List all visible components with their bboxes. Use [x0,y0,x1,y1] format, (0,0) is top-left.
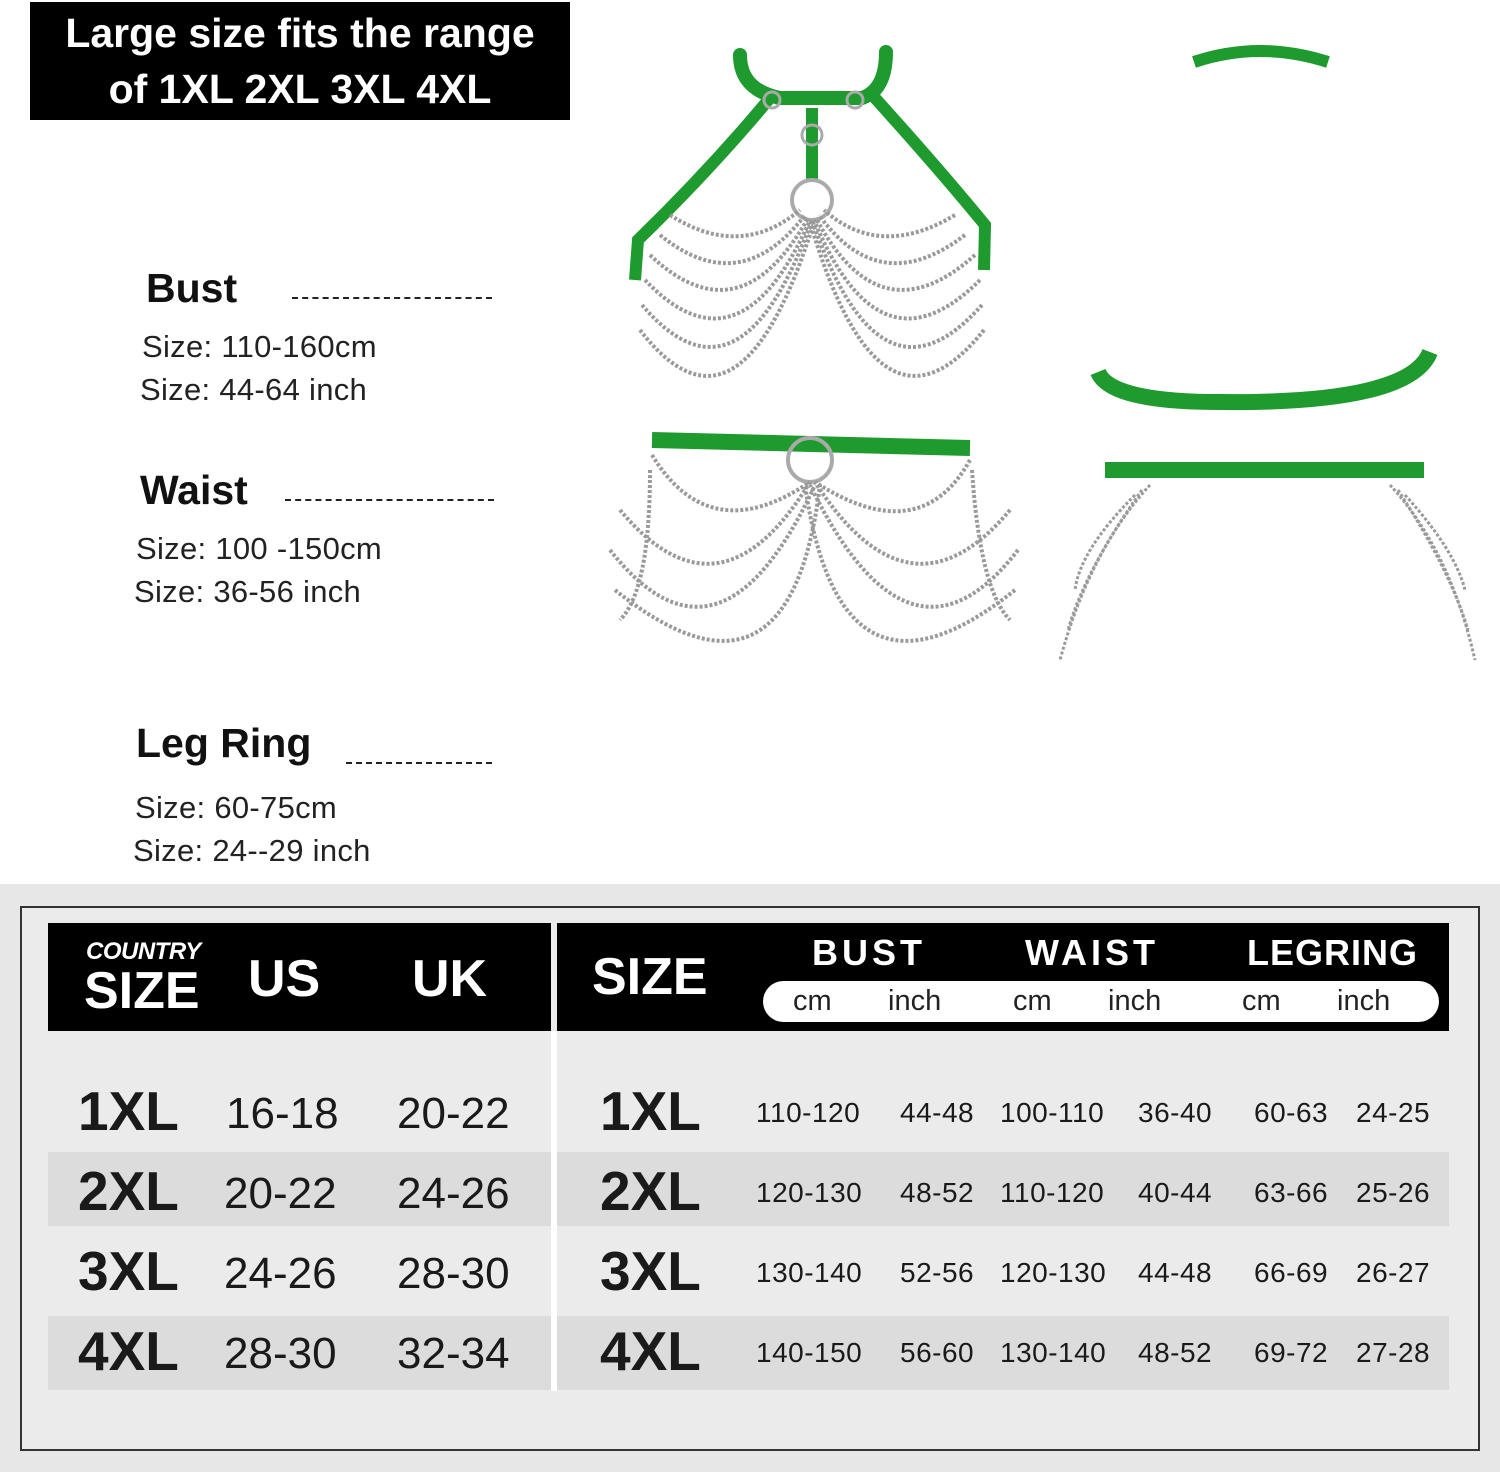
waist-cm-cell: 100-110 [1000,1097,1105,1128]
leg-inch-cell: 27-28 [1356,1337,1431,1368]
bust-inch-cell: 48-52 [900,1177,975,1208]
leg-cm-cell: 63-66 [1254,1177,1329,1208]
bust-cm-cell: 110-120 [756,1097,861,1128]
leg-cm-cell: 60-63 [1254,1097,1329,1128]
size-range-banner [30,2,570,120]
waist-cm-cell: 110-120 [1000,1177,1105,1208]
waist-inch-cell: 36-40 [1138,1097,1213,1128]
bust-cm-label: cm [793,985,832,1017]
uk-column-header: UK [412,950,488,1008]
bust-size-cm: Size: 110-160cm [142,329,377,364]
bust-column-header: BUST [812,932,926,973]
leg-inch-cell: 24-25 [1356,1097,1431,1128]
bust-inch-label: inch [888,985,942,1017]
size-cell: 2XL [78,1160,179,1222]
us-cell: 16-18 [226,1089,339,1138]
size-cell: 3XL [78,1240,179,1302]
leg-cm-cell: 69-72 [1254,1337,1329,1368]
waist-size-inch: Size: 36-56 inch [134,574,362,609]
legring-column-header: LEGRING [1247,932,1419,973]
bust-measurement [140,265,500,415]
size-cell: 4XL [78,1320,179,1382]
uk-cell: 24-26 [397,1169,510,1218]
country-size-header [48,923,551,1031]
bust-inch-cell: 44-48 [900,1097,975,1128]
waist-cm-cell: 130-140 [1000,1337,1107,1368]
leg-ring-title: Leg Ring [136,720,312,766]
uk-cell: 28-30 [397,1249,510,1298]
leg-ring-dash-line [346,762,492,764]
size-cell: 1XL [78,1080,179,1142]
waist-measurement [134,467,504,617]
column-separator [551,1031,557,1391]
leg-ring-size-inch: Size: 24--29 inch [133,833,371,868]
bust-inch-cell: 56-60 [900,1337,975,1368]
us-cell: 24-26 [224,1249,337,1298]
banner-line-1: Large size fits the range [65,10,535,56]
leg-ring-measurement [132,720,502,870]
bust-title: Bust [146,265,238,311]
waist-inch-label: inch [1108,985,1162,1017]
back-harness [1060,51,1475,660]
leg-cm-cell: 66-69 [1254,1257,1329,1288]
waist-title: Waist [140,467,248,513]
us-cell: 28-30 [224,1329,337,1378]
waist-column-header: WAIST [1025,932,1159,973]
leg-inch-cell: 25-26 [1356,1177,1431,1208]
size2-cell: 3XL [600,1240,701,1302]
front-harness-top [635,52,985,376]
measurement-header [557,923,1449,1031]
us-cell: 20-22 [224,1169,337,1218]
bust-cm-cell: 140-150 [756,1337,863,1368]
waist-size-cm: Size: 100 -150cm [136,531,383,566]
bust-dash-line [292,297,492,299]
country-label: COUNTRY [86,938,201,965]
waist-cm-label: cm [1013,985,1052,1017]
leg-ring-size-cm: Size: 60-75cm [135,790,338,825]
leg-inch-cell: 26-27 [1356,1257,1431,1288]
legring-cm-label: cm [1242,985,1281,1017]
size-column-header: SIZE [592,948,708,1006]
us-column-header: US [248,950,321,1008]
waist-cm-cell: 120-130 [1000,1257,1107,1288]
country-size-label: SIZE [84,962,200,1020]
harness-product-image [590,30,1490,700]
legring-inch-label: inch [1337,985,1391,1017]
bust-inch-cell: 52-56 [900,1257,975,1288]
waist-dash-line [285,499,494,501]
unit-subheader [763,981,1439,1022]
uk-cell: 32-34 [397,1329,510,1378]
waist-inch-cell: 48-52 [1138,1337,1213,1368]
front-harness-belt [610,438,1018,641]
size2-cell: 2XL [600,1160,701,1222]
bust-size-inch: Size: 44-64 inch [140,372,368,407]
uk-cell: 20-22 [397,1089,510,1138]
waist-inch-cell: 40-44 [1138,1177,1213,1208]
size2-cell: 4XL [600,1320,701,1382]
banner-line-2: of 1XL 2XL 3XL 4XL [108,66,492,112]
bust-cm-cell: 120-130 [756,1177,863,1208]
waist-inch-cell: 44-48 [1138,1257,1213,1288]
size2-cell: 1XL [600,1080,701,1142]
bust-cm-cell: 130-140 [756,1257,863,1288]
